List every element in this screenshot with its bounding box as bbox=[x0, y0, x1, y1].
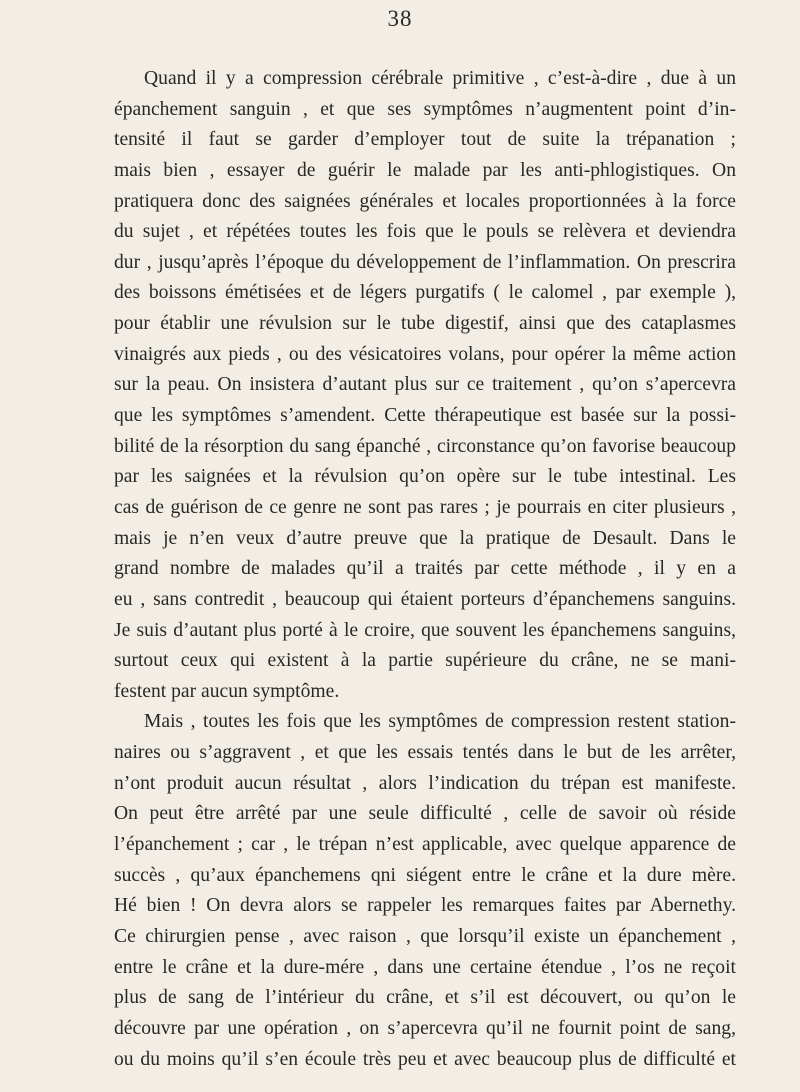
text-line: du sujet , et répétées toutes les fois que le pouls se relèvera et deviendra bbox=[114, 221, 736, 243]
text-line: Mais , toutes les fois que les symptômes de compression restent station- bbox=[144, 711, 736, 733]
text-line: entre le crâne et la dure-mére , dans une certaine étendue , l’os ne reçoit bbox=[114, 956, 736, 978]
paragraph-2 bbox=[114, 707, 736, 1075]
text-line: Je suis d’autant plus porté à le croire, que souvent les épanchemens sanguins, bbox=[114, 619, 736, 641]
text-line: pratiquera donc des saignées générales et locales proportionnées à la force bbox=[114, 190, 736, 212]
text-line: surtout ceux qui existent à la partie supérieure du crâne, ne se mani- bbox=[114, 650, 736, 672]
text-line: des boissons émétisées et de légers purgatifs ( le calomel , par exemple ), bbox=[114, 282, 736, 304]
text-line: que les symptômes s’amendent. Cette thérapeutique est basée sur la possi- bbox=[114, 405, 736, 427]
text-line: mais bien , essayer de guérir le malade par les anti-phlogistiques. On bbox=[114, 159, 736, 181]
text-line: dur , jusqu’après l’époque du développement de l’inflammation. On prescrira bbox=[114, 251, 736, 273]
text-line: pour établir une révulsion sur le tube digestif, ainsi que des cataplasmes bbox=[114, 313, 736, 335]
body-text bbox=[114, 64, 736, 1075]
text-line: bilité de la résorption du sang épanché , circonstance qu’on favorise beaucoup bbox=[114, 435, 736, 457]
text-line: succès , qu’aux épanchemens qni siégent entre le crâne et la dure mère. bbox=[114, 864, 736, 886]
text-line: naires ou s’aggravent , et que les essais tentés dans le but de les arrêter, bbox=[114, 742, 736, 764]
text-line: ou du moins qu’il s’en écoule très peu et avec beaucoup plus de difficulté et bbox=[114, 1048, 736, 1070]
text-line: Hé bien ! On devra alors se rappeler les remarques faites par Abernethy. bbox=[114, 895, 736, 917]
text-line: mais je n’en veux d’autre preuve que la pratique de Desault. Dans le bbox=[114, 527, 736, 549]
text-line: tensité il faut se garder d’employer tout de suite la trépanation ; bbox=[114, 129, 736, 151]
text-line: eu , sans contredit , beaucoup qui étaient porteurs d’épanchemens sanguins. bbox=[114, 588, 736, 610]
text-line: vinaigrés aux pieds , ou des vésicatoires volans, pour opérer la même action bbox=[114, 343, 736, 365]
text-line: Quand il y a compression cérébrale primitive , c’est-à-dire , due à un bbox=[144, 68, 736, 89]
text-line: n’ont produit aucun résultat , alors l’indication du trépan est manifeste. bbox=[114, 772, 736, 794]
text-line: plus de sang de l’intérieur du crâne, et s’il est découvert, ou qu’on le bbox=[114, 987, 736, 1009]
text-line: festent par aucun symptôme. bbox=[114, 680, 340, 702]
page-number: 38 bbox=[387, 6, 413, 31]
text-line: On peut être arrêté par une seule difficulté , celle de savoir où réside bbox=[114, 803, 736, 825]
text-line: cas de guérison de ce genre ne sont pas rares ; je pourrais en citer plusieurs , bbox=[114, 496, 736, 518]
text-line: épanchement sanguin , et que ses symptômes n’augmentent point d’in- bbox=[114, 98, 736, 120]
text-line: grand nombre de malades qu’il a traités par cette méthode , il y en a bbox=[114, 558, 736, 580]
text-line: sur la peau. On insistera d’autant plus sur ce traitement , qu’on s’apercevra bbox=[114, 374, 736, 396]
text-line: découvre par une opération , on s’apercevra qu’il ne fournit point de sang, bbox=[114, 1017, 736, 1039]
text-line: l’épanchement ; car , le trépan n’est applicable, avec quelque apparence de bbox=[114, 834, 736, 856]
paragraph-1 bbox=[114, 64, 736, 707]
text-line: Ce chirurgien pense , avec raison , que lorsqu’il existe un épanchement , bbox=[114, 925, 736, 947]
text-line: par les saignées et la révulsion qu’on opère sur le tube intestinal. Les bbox=[114, 466, 736, 488]
